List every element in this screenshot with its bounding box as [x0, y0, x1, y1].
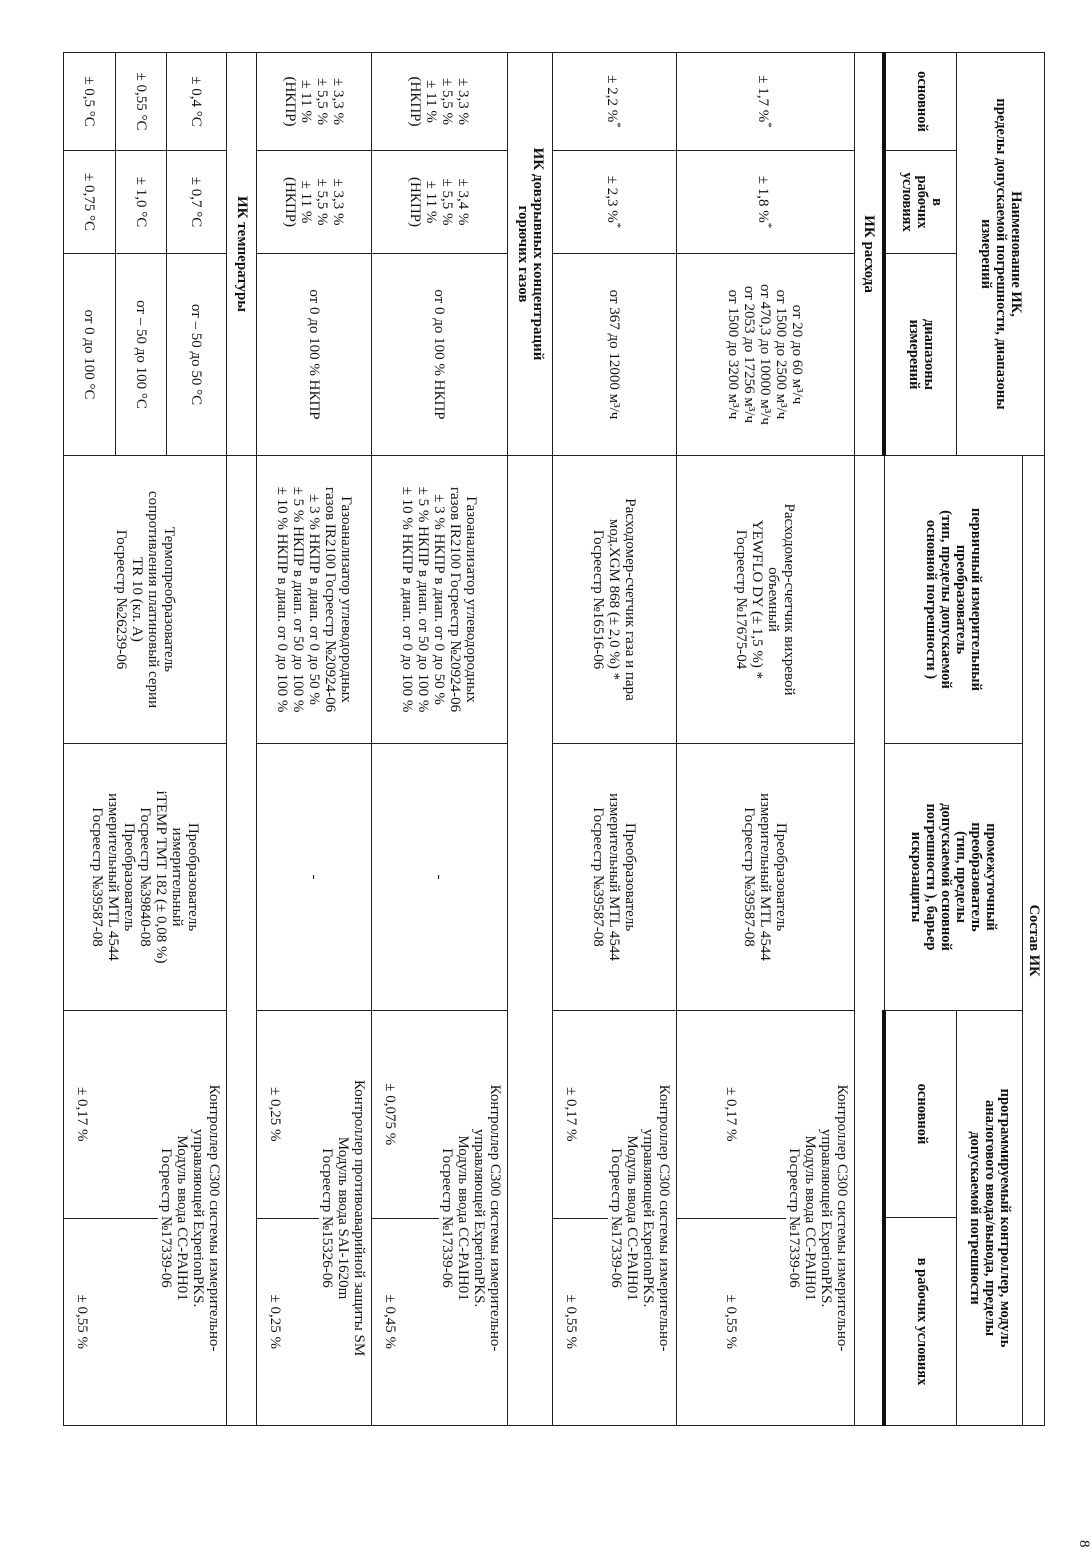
ctrl-basic-error: ± 0,17 % — [64, 1011, 158, 1219]
primary-transducer: Газоанализатор углеводородных газов IR2100 Госреестр №20924-06 ± 3 % НКПР в диап. от 0 до 50 % ± 5 % НКПР в диап. от 50 до 100 % ± 10 % НКПР в диап. от 0 до 100 % — [372, 456, 508, 744]
section-flow: ИК расхода — [855, 53, 885, 456]
controller-cell — [372, 1011, 508, 1426]
working-error — [677, 151, 855, 254]
ctrl-working-error: ± 0,55 % — [74, 1294, 90, 1350]
section-temp: ИК температуры — [227, 53, 257, 456]
header-intermediate: промежуточный преобразователь (тип, пределы допускаемой основной погрешности ), барьер искрозащиты — [885, 744, 1023, 1011]
footnote-mark: * — [611, 122, 623, 128]
working-error: ± 3,4 % ± 5,5 % ± 11 % (НКПР) — [372, 151, 508, 254]
working-error: ± 1,0 °C — [116, 151, 167, 254]
range: от 367 до 12000 м³/ч — [553, 254, 677, 456]
controller-cell — [257, 1011, 372, 1426]
controller-cell — [677, 1011, 855, 1426]
header-ranges: диапазоны измерений — [885, 254, 957, 456]
working-error — [553, 151, 677, 254]
section-row-temp — [227, 53, 257, 1426]
basic-error — [553, 53, 677, 151]
working-error: ± 0,7 °C — [167, 151, 227, 254]
header-composition: Состав ИК — [1023, 456, 1045, 1426]
basic-error: ± 0,55 °C — [116, 53, 167, 151]
primary-transducer: Расходомер-счетчик вихревой объемный YEWFLO DY (± 1,5 %) * Госреестр №17675-04 — [677, 456, 855, 744]
working-error: ± 0,75 °C — [64, 151, 116, 254]
ctrl-working-error: ± 0,55 % — [723, 1294, 740, 1350]
primary-transducer: Расходомер-счетчик газа и пара мод.XGM 868 (± 2,0 %) * Госреестр №16516-06 — [553, 456, 677, 744]
ctrl-working-error: ± 0,25 % — [267, 1294, 283, 1350]
controller-text: Контроллер С300 системы измерительно- управляющей ExperionPKS. Модуль ввода CC-PAIH01 Госреестр №17339-06 — [608, 1084, 672, 1352]
range: от 20 до 60 м³/ч от 1500 до 2500 м³/ч от 470,3 до 10000 м³/ч от 2053 до 17256 м³/ч от 1500 до 3200 м³/ч — [677, 254, 855, 456]
ctrl-working-error: ± 0,55 % — [563, 1294, 579, 1350]
controller-cell — [553, 1011, 677, 1426]
value: ± 1,7 % — [755, 75, 771, 123]
range: от 0 до 100 % НКПР — [257, 254, 372, 456]
section-row-flow — [855, 53, 885, 1426]
intermediate-transducer: - — [257, 744, 372, 1011]
section-filler — [508, 456, 553, 1426]
section-filler — [855, 456, 885, 1426]
basic-error: ± 0,5 °C — [64, 53, 116, 151]
range: от – 50 до 50 °C — [167, 254, 227, 456]
ctrl-basic-error: ± 0,17 % — [553, 1011, 608, 1219]
table-row — [167, 53, 227, 1426]
table-row — [553, 53, 677, 1426]
footnote-mark: * — [611, 222, 623, 229]
header-ctrl-working: в рабочих условиях — [885, 1218, 957, 1426]
header-primary: первичный измерительный преобразователь (тип, пределы допускаемой основной погрешности ) — [885, 456, 1023, 744]
ctrl-working-error: ± 0,45 % — [382, 1294, 398, 1350]
intermediate-transducer: Преобразователь измерительный MTL 4544 Госреестр №39587-08 — [553, 744, 677, 1011]
footnote-mark: * — [762, 122, 774, 128]
value: ± 1,8 % — [755, 175, 771, 223]
ctrl-basic-error: ± 0,17 % — [677, 1011, 786, 1219]
section-row-gas — [508, 53, 553, 1426]
controller-cell — [64, 1011, 227, 1426]
working-error: ± 3,3 % ± 5,5 % ± 11 % (НКПР) — [257, 151, 372, 254]
section-filler — [227, 456, 257, 1426]
header-controller-group: программируемый контроллер, модуль аналогового ввода/вывода, пределы допускаемой погрешности — [957, 1011, 1023, 1426]
basic-error: ± 3,3 % ± 5,5 % ± 11 % (НКПР) — [257, 53, 372, 151]
basic-error: ± 3,3 % ± 5,5 % ± 11 % (НКПР) — [372, 53, 508, 151]
range: от – 50 до 100 °C — [116, 254, 167, 456]
section-gas: ИК довзрывных концентраций горючих газов — [508, 53, 553, 456]
measurement-channels-table — [63, 52, 1045, 1426]
controller-text: Контроллер противоаварийной защиты SM Модуль ввода SAI-1620m Госреестр №15326-06 — [319, 1079, 367, 1357]
header-basic: основной — [885, 53, 957, 151]
basic-error — [677, 53, 855, 151]
header-name-group: Наименование ИК, пределы допускаемой погрешности, диапазоны измерений — [957, 53, 1045, 456]
header-row-1 — [1023, 53, 1045, 1426]
primary-transducer: Термопреобразователь сопротивления платиновый серии TR 10 (кл. А) Госреестр №26239-06 — [64, 456, 227, 744]
table-row — [677, 53, 855, 1426]
table-row — [257, 53, 372, 1426]
header-working: в рабочих условиях — [885, 151, 957, 254]
header-ctrl-basic: основной — [885, 1011, 957, 1218]
page-number: 8 — [1076, 1540, 1092, 1548]
ctrl-basic-error: ± 0,25 % — [257, 1011, 319, 1219]
intermediate-transducer: Преобразователь измерительный iTEMP TMT 182 (± 0,08 %) Госреестр №39840-08 Преобразователь измерительный MTL 4544 Госреестр №39587-08 — [64, 744, 227, 1011]
intermediate-transducer: - — [372, 744, 508, 1011]
value: ± 2,2 % — [604, 75, 620, 123]
basic-error: ± 0,4 °C — [167, 53, 227, 151]
footnote-mark: * — [762, 222, 774, 229]
table-row — [372, 53, 508, 1426]
controller-text: Контроллер С300 системы измерительно- управляющей ExperionPKS. Модуль ввода CC-PAIH01 Госреестр №17339-06 — [158, 1084, 222, 1352]
controller-text: Контроллер С300 системы измерительно- управляющей ExperionPKS. Модуль ввода CC-PAIH01 Госреестр №17339-06 — [786, 1084, 850, 1352]
primary-transducer: Газоанализатор углеводородных газов IR2100 Госреестр №20924-06 ± 3 % НКПР в диап. от 0 до 50 % ± 5 % НКПР в диап. от 50 до 100 % ± 10 % НКПР в диап. от 0 до 100 % — [257, 456, 372, 744]
range: от 0 до 100 °C — [64, 254, 116, 456]
controller-text: Контроллер С300 системы измерительно- управляющей ExperionPKS. Модуль ввода CC-PAIH01 Госреестр №17339-06 — [439, 1084, 503, 1352]
value: ± 2,3 % — [604, 175, 620, 223]
ctrl-basic-error: ± 0,075 % — [372, 1011, 439, 1219]
intermediate-transducer: Преобразователь измерительный MTL 4544 Госреестр №39587-08 — [677, 744, 855, 1011]
range: от 0 до 100 % НКПР — [372, 254, 508, 456]
